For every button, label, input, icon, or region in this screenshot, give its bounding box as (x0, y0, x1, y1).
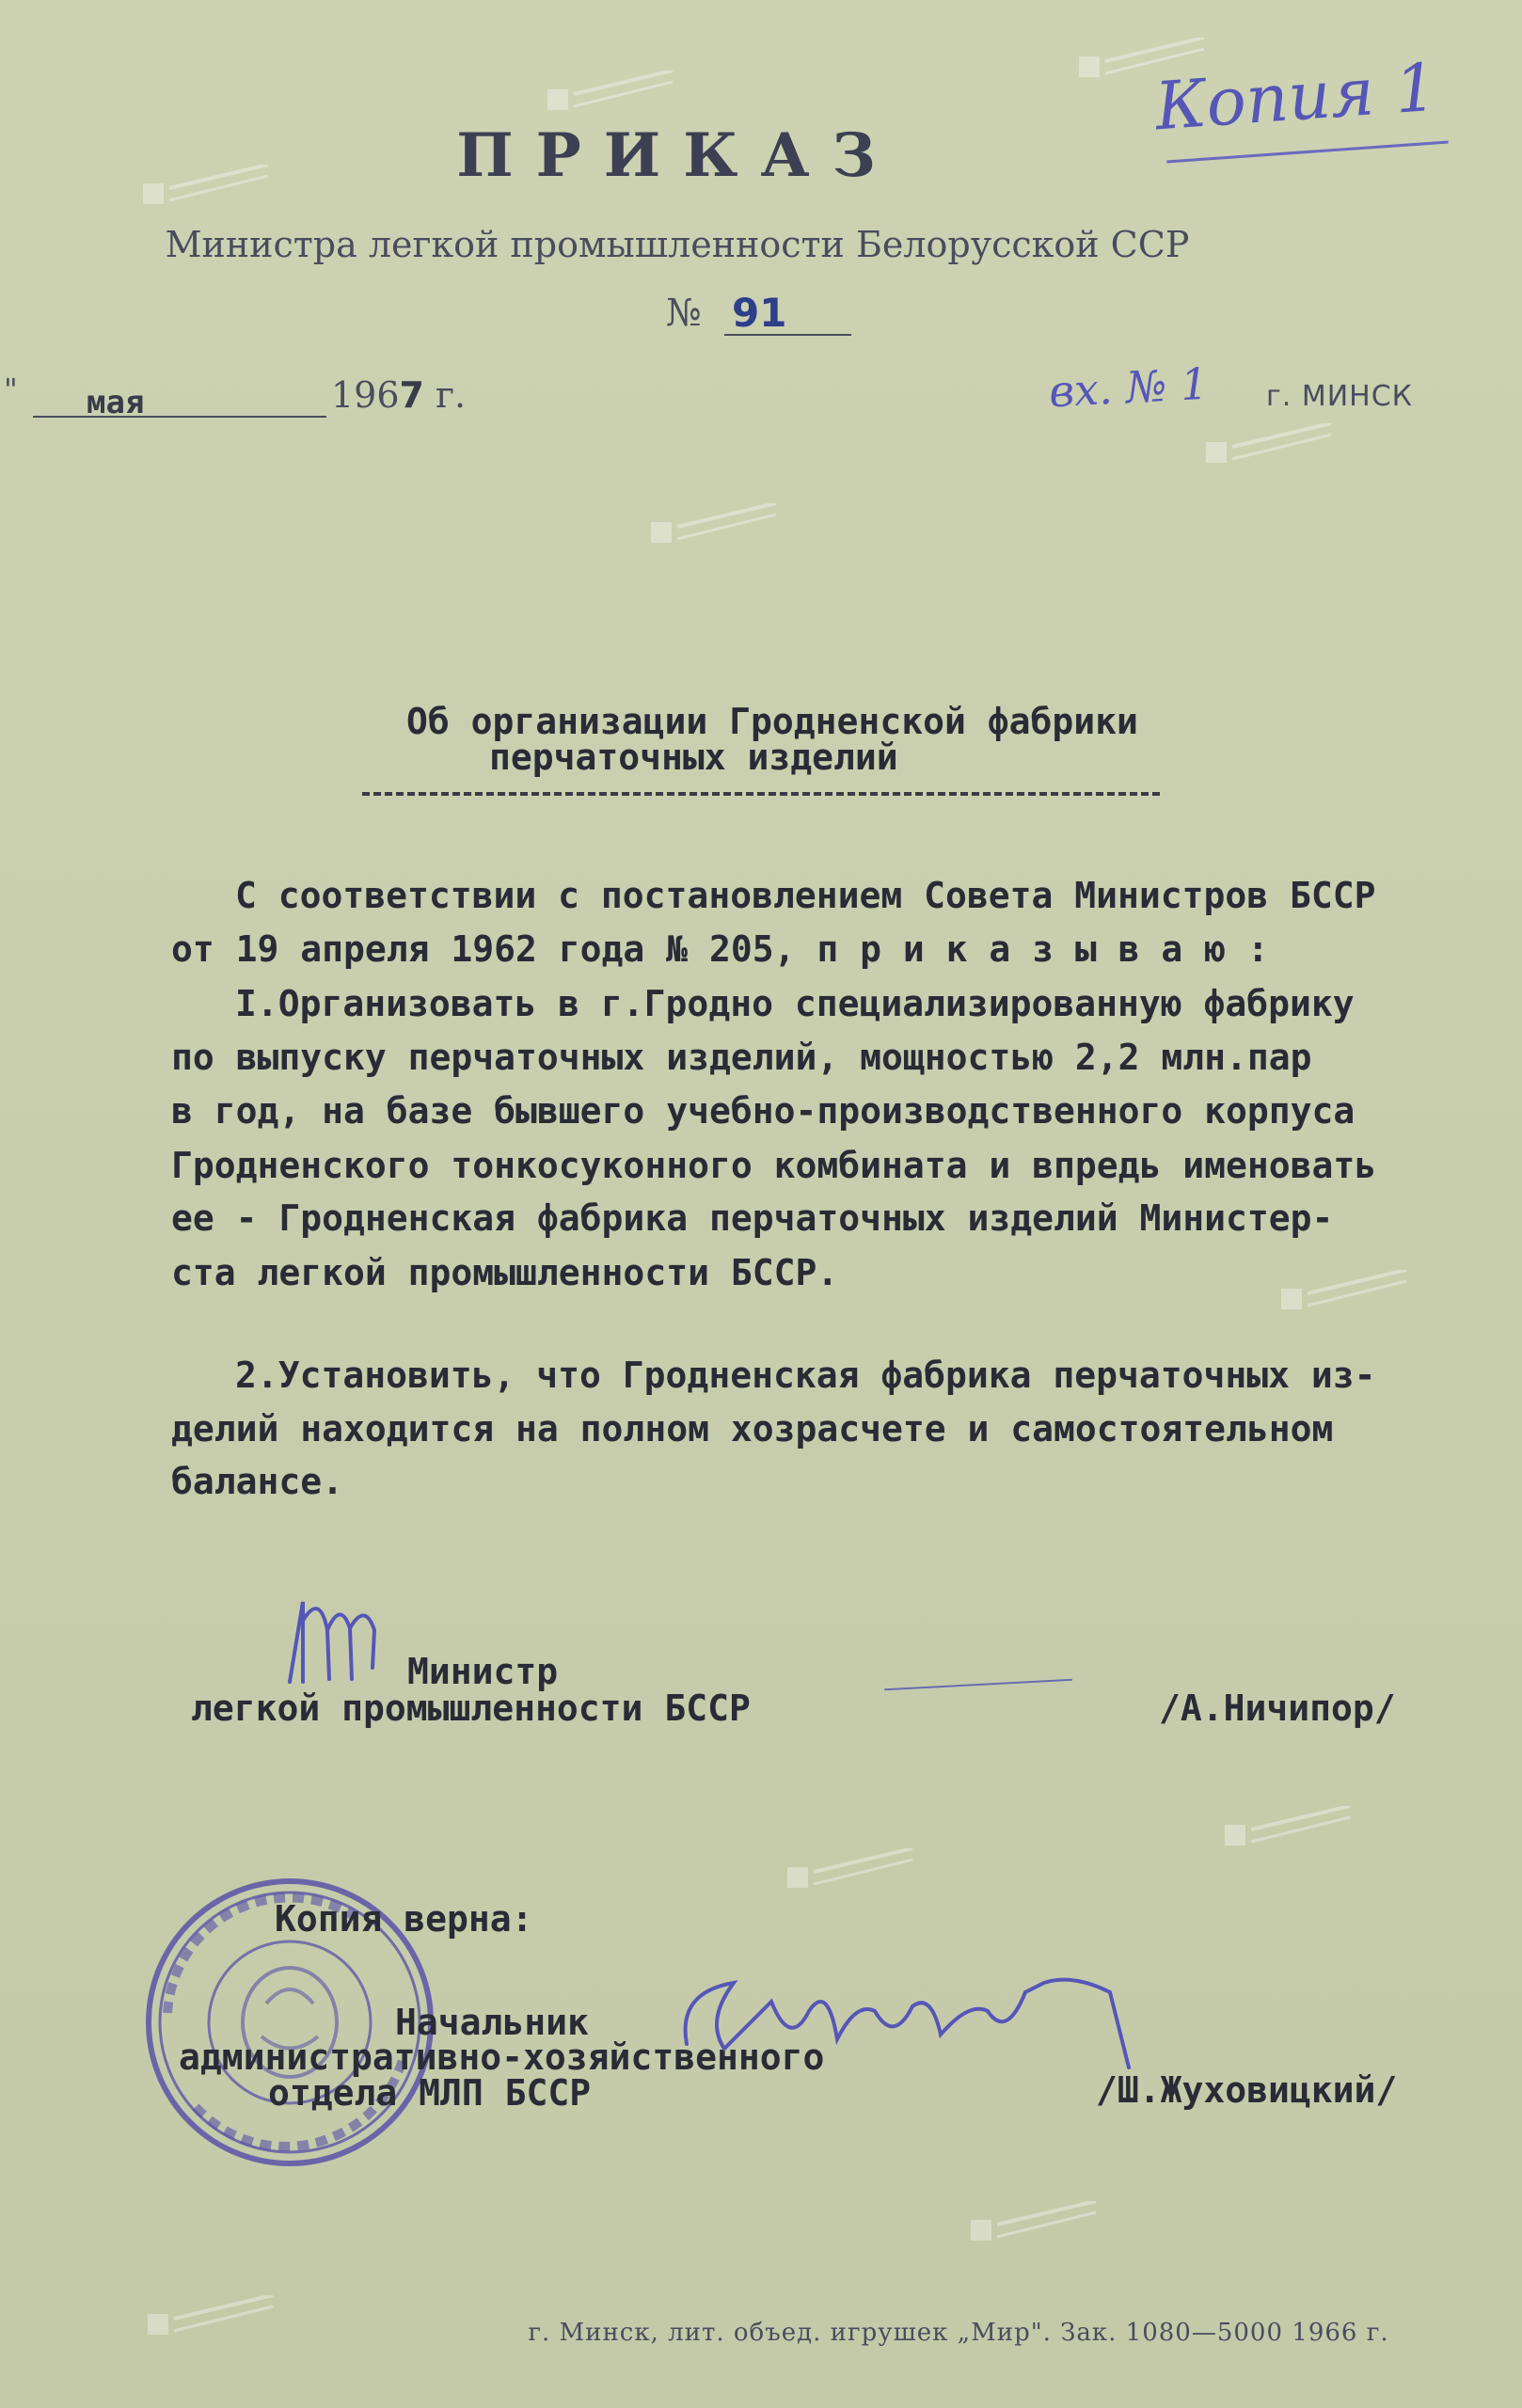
watermark-icon (1204, 423, 1336, 480)
watermark-icon (785, 1848, 917, 1905)
subject-line-2: перчаточных изделий (489, 737, 898, 778)
body-line: I.Организовать в г.Гродно специализированную фабрику (235, 983, 1355, 1024)
head-name: /Ш.Жуховицкий/ (1096, 2069, 1398, 2111)
date-year-prefix: 196 (331, 374, 400, 416)
date-underline (33, 416, 326, 418)
date-month: мая (87, 384, 145, 421)
watermark-icon (1223, 1806, 1355, 1862)
head-title-line-2: административно-хозяйственного (179, 2036, 825, 2078)
minister-signature-line (884, 1679, 1072, 1690)
body-line: от 19 апреля 1962 года № 205, п р и к а з ы в а ю : (171, 928, 1269, 970)
city-label: г. МИНСК (1266, 380, 1413, 413)
order-number-underline (724, 334, 851, 336)
incoming-number-mark: вх. № 1 (1047, 357, 1210, 418)
handwritten-signature (668, 1955, 1176, 2077)
body-line: ее - Гродненская фабрика перчаточных изделий Министер- (171, 1197, 1334, 1239)
minister-name: /А.Ничипор/ (1159, 1687, 1396, 1729)
head-title-line-3: отдела МЛП БССР (268, 2072, 592, 2114)
body-line: ста легкой промышленности БССР. (171, 1252, 839, 1293)
document-subtitle: Министра легкой промышленности Белорусской ССР (165, 224, 1190, 265)
order-number-value: 91 (732, 290, 787, 336)
date-year-digit: 7 (399, 374, 424, 416)
handwritten-initials-signature (282, 1592, 386, 1696)
minister-title-line-2: легкой промышленности БССР (191, 1687, 751, 1729)
date-year-suffix: г. (423, 374, 467, 416)
date-day-quote: " (4, 372, 18, 407)
subject-line-1: Об организации Гродненской фабрики (406, 701, 1138, 742)
printer-imprint: г. Минск, лит. объед. игрушек „Мир". Зак. 1080—5000 1966 г. (528, 2319, 1389, 2347)
subject-underline (362, 792, 1160, 796)
head-title-line-1: Начальник (395, 2002, 589, 2043)
watermark-icon (969, 2201, 1101, 2258)
minister-title-line-1: Министр (407, 1651, 559, 1692)
watermark-icon (546, 71, 677, 127)
body-line: 2.Установить, что Гродненская фабрика перчаточных из- (235, 1354, 1376, 1396)
body-line: балансе. (171, 1461, 344, 1502)
watermark-icon (1279, 1270, 1411, 1326)
body-line: по выпуску перчаточных изделий, мощностью 2,2 млн.пар (171, 1037, 1312, 1078)
body-line: делий находится на полном хозрасчете и самостоятельном (171, 1408, 1334, 1450)
body-line: в год, на базе бывшего учебно-производственного корпуса (171, 1090, 1356, 1132)
order-number-label: № (666, 292, 702, 335)
body-line: Гродненского тонкосуконного комбината и впредь именовать (171, 1145, 1377, 1186)
body-line: С соответствии с постановлением Совета Министров БССР (235, 875, 1376, 916)
watermark-icon (649, 503, 781, 560)
copy-correct-label: Копия верна: (275, 1898, 533, 1940)
document-title: ПРИКАЗ (456, 120, 898, 191)
date-year (331, 374, 466, 416)
handwritten-copy-mark: Копия 1 (1152, 48, 1440, 146)
